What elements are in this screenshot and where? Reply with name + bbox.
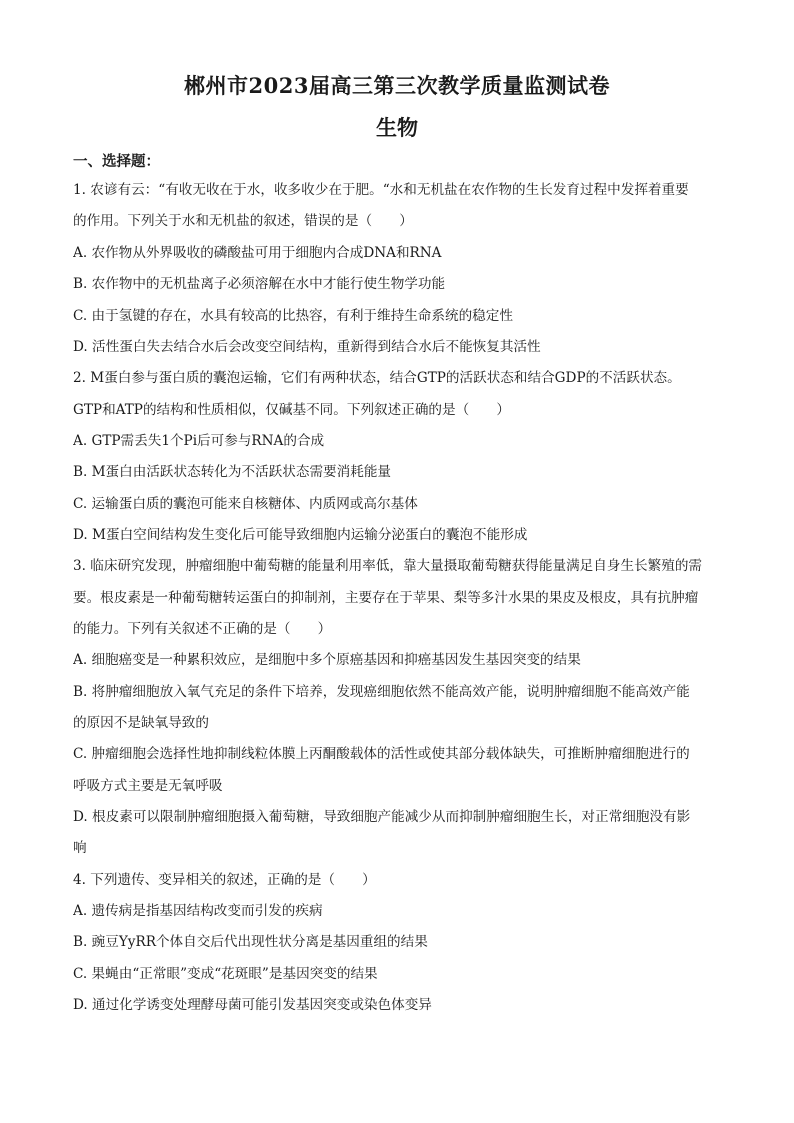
q3-stem-line-3: 的能力。下列有关叙述不正确的是（ ） [73,621,332,637]
q2-stem-line-2: GTP和ATP的结构和性质相似，仅碱基不同。下列叙述正确的是（ ） [73,402,510,418]
q3-stem-line-1: 3. 临床研究发现，肿瘤细胞中葡萄糖的能量利用率低，靠大量摄取葡萄糖获得能量满足自身生长繁殖的需 [73,558,703,574]
q4-option-a: A. 遗传病是指基因结构改变而引发的疾病 [73,903,323,919]
exam-subject: 生物 [376,115,418,140]
q2-stem-line-1: 2. M蛋白参与蛋白质的囊泡运输，它们有两种状态，结合GTP的活跃状态和结合GDP的不活跃状态。 [73,370,681,386]
q2-option-a: A. GTP需丢失1个Pi后可参与RNA的合成 [73,433,325,449]
q1-option-a: A. 农作物从外界吸收的磷酸盐可用于细胞内合成DNA和RNA [73,245,442,261]
q3-option-b-line-1: B. 将肿瘤细胞放入氧气充足的条件下培养，发现癌细胞依然不能高效产能，说明肿瘤细胞不能高效产能 [73,684,690,700]
q2-option-c: C. 运输蛋白质的囊泡可能来自核糖体、内质网或高尔基体 [73,496,418,512]
q2-option-b: B. M蛋白由活跃状态转化为不活跃状态需要消耗能量 [73,464,392,480]
q3-option-d-line-1: D. 根皮素可以限制肿瘤细胞摄入葡萄糖，导致细胞产能减少从而抑制肿瘤细胞生长，对正常细胞没有影 [73,809,691,825]
q1-option-b: B. 农作物中的无机盐离子必须溶解在水中才能行使生物学功能 [73,276,446,292]
q4-stem-line-1: 4. 下列遗传、变异相关的叙述，正确的是（ ） [73,872,376,888]
q3-option-d-line-2: 响 [73,840,87,856]
q3-stem-line-2: 要。根皮素是一种葡萄糖转运蛋白的抑制剂，主要存在于苹果、梨等多汁水果的果皮及根皮，具有抗肿瘤 [73,590,699,606]
q4-option-b: B. 豌豆YyRR个体自交后代出现性状分离是基因重组的结果 [73,934,428,950]
q3-option-c-line-2: 呼吸方式主要是无氧呼吸 [73,778,223,794]
q1-option-c: C. 由于氢键的存在，水具有较高的比热容，有利于维持生命系统的稳定性 [73,308,513,324]
q3-option-a: A. 细胞癌变是一种累积效应，是细胞中多个原癌基因和抑癌基因发生基因突变的结果 [73,652,581,668]
q1-stem-line-2: 的作用。下列关于水和无机盐的叙述，错误的是（ ） [73,213,413,229]
q2-option-d: D. M蛋白空间结构发生变化后可能导致细胞内运输分泌蛋白的囊泡不能形成 [73,527,528,543]
exam-title: 郴州市2023届高三第三次教学质量监测试卷 [184,73,610,98]
q1-stem-line-1: 1. 农谚有云：“有收无收在于水，收多收少在于肥。“水和无机盐在农作物的生长发育过程中发挥着重要 [73,182,689,198]
q3-option-c-line-1: C. 肿瘤细胞会选择性地抑制线粒体膜上丙酮酸载体的活性或使其部分载体缺失，可推断肿瘤细胞进行的 [73,746,690,762]
q4-option-c: C. 果蝇由“正常眼”变成“花斑眼”是基因突变的结果 [73,966,378,982]
q3-option-b-line-2: 的原因不是缺氧导致的 [73,715,209,731]
q4-option-d: D. 通过化学诱变处理酵母菌可能引发基因突变或染色体变异 [73,997,432,1013]
q1-option-d: D. 活性蛋白失去结合水后会改变空间结构，重新得到结合水后不能恢复其活性 [73,339,541,355]
section-heading: 一、选择题： [73,153,160,170]
